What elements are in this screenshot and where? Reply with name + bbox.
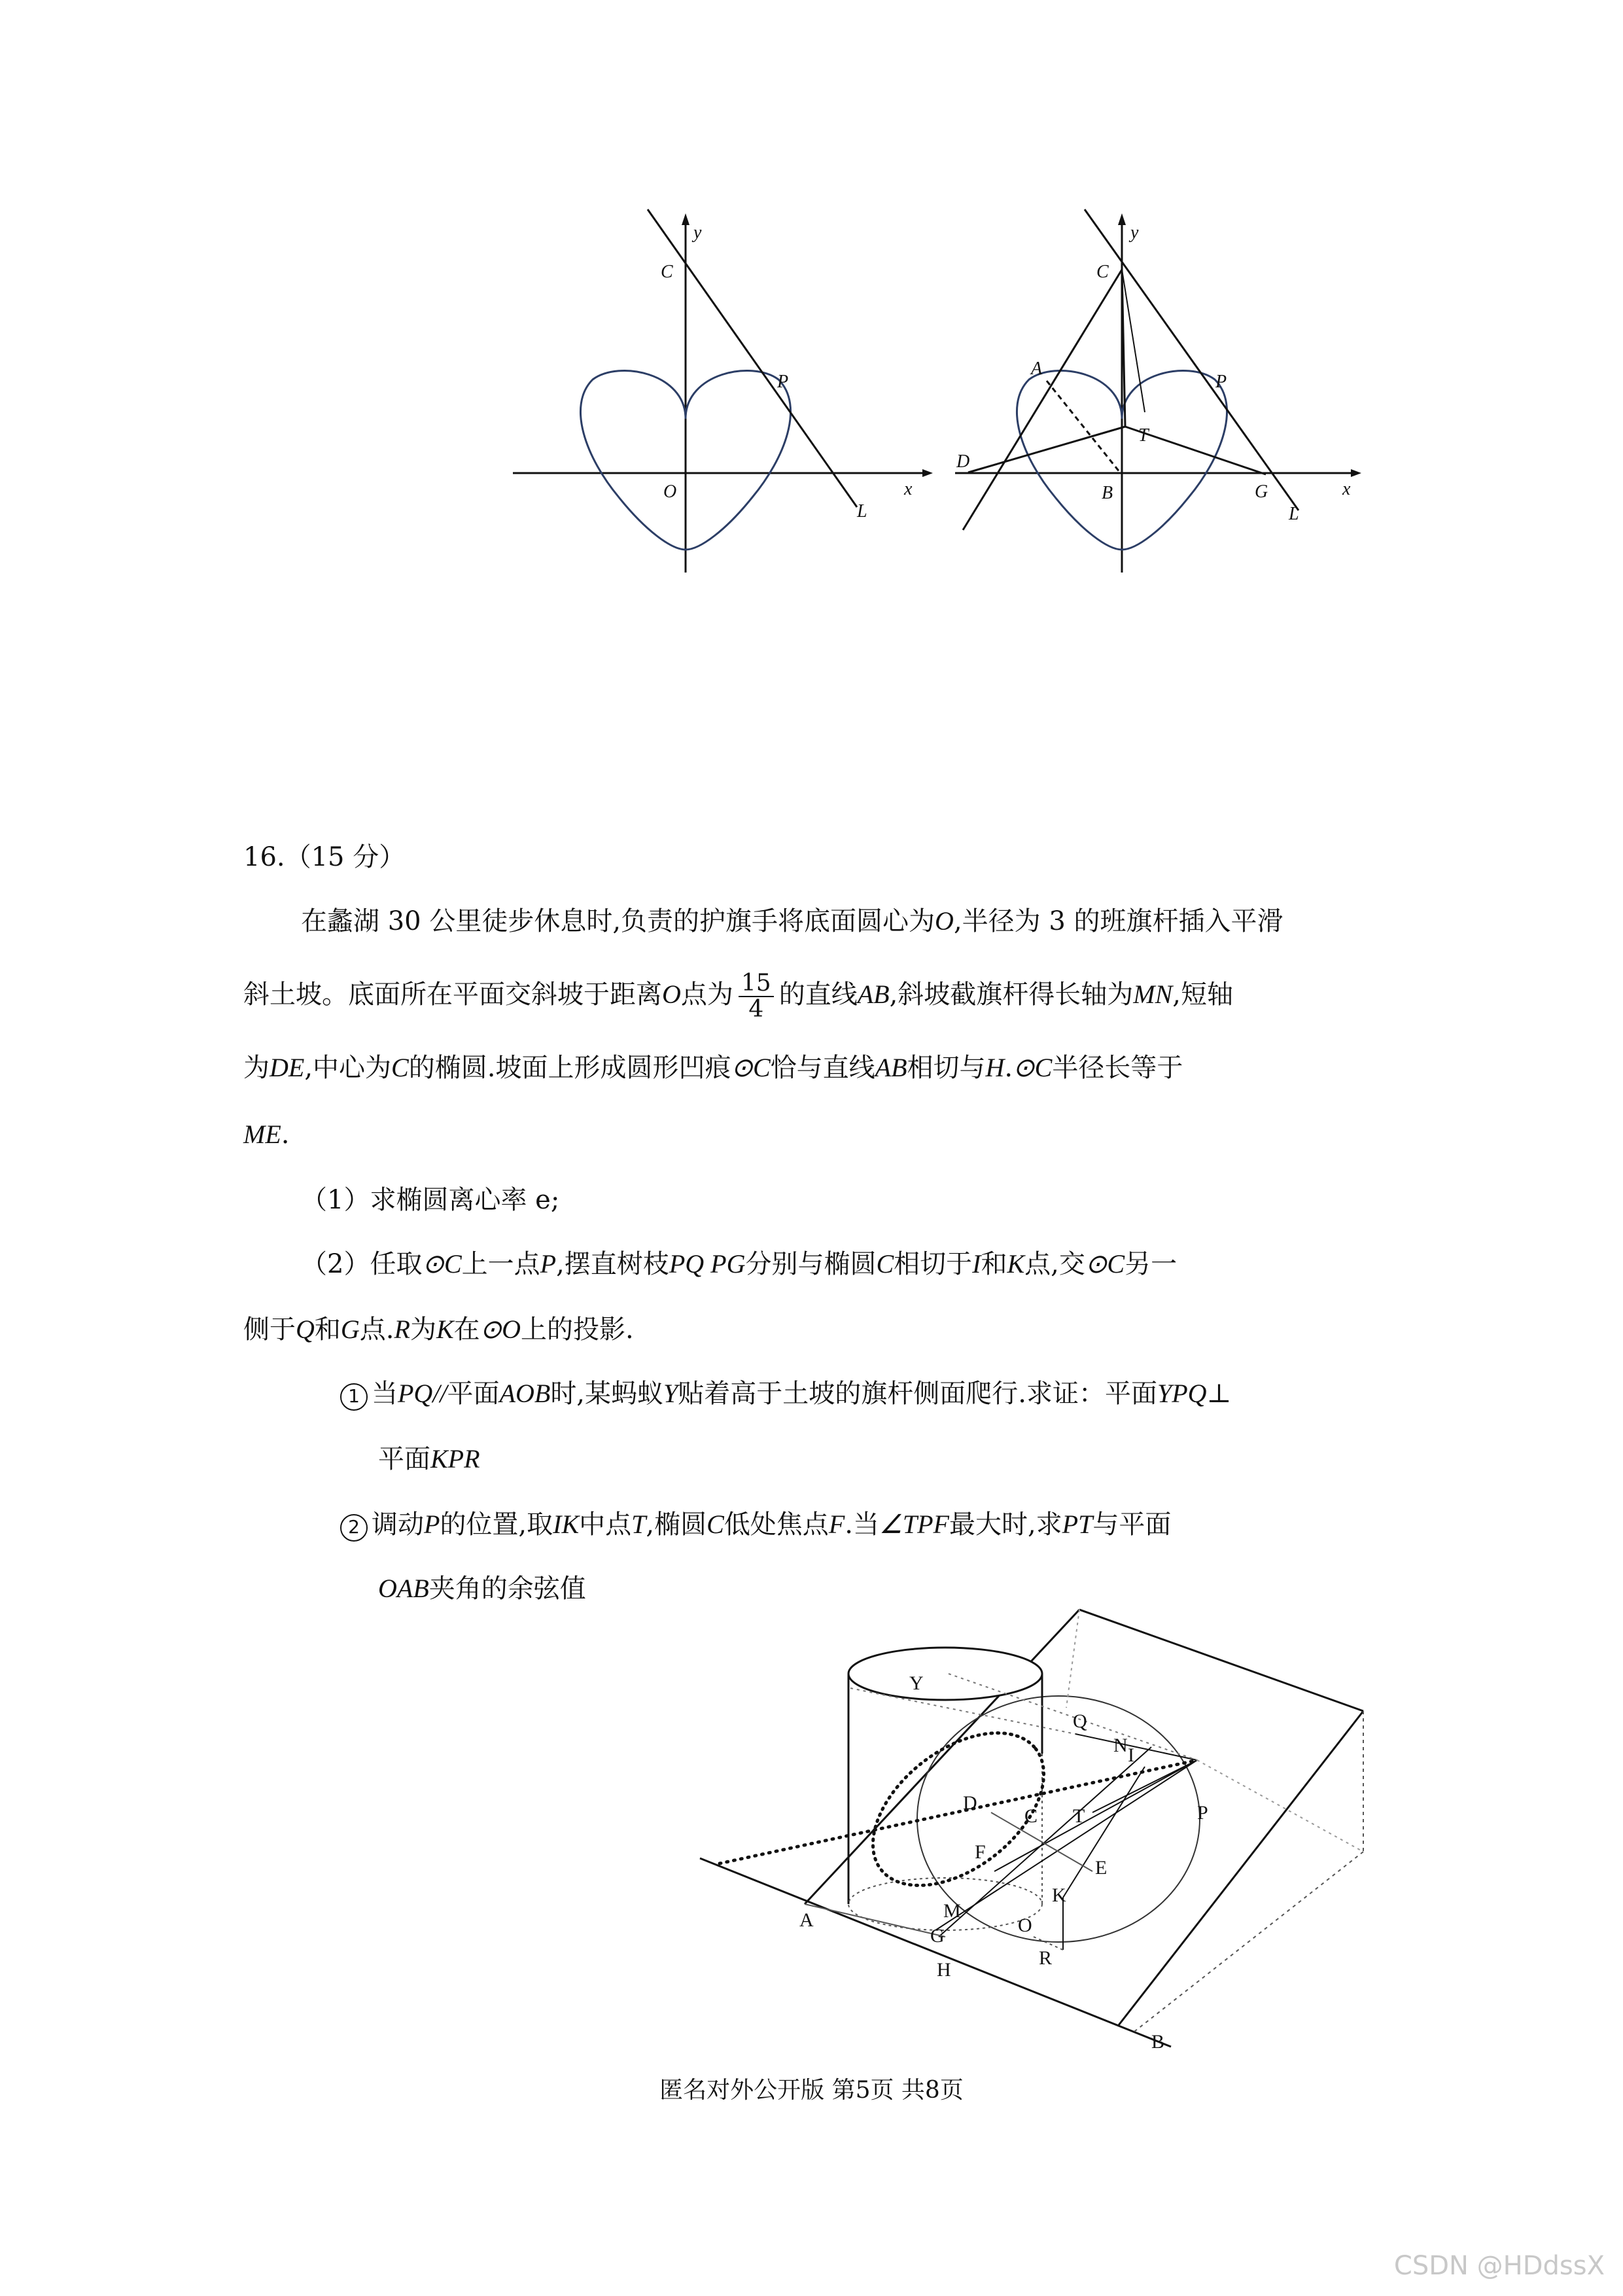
fraction-15-4	[739, 971, 774, 1022]
math-O: O	[662, 980, 681, 1009]
label-P: P	[777, 372, 789, 392]
label-L: L	[1289, 504, 1299, 524]
label-B: B	[1102, 483, 1113, 503]
text: 和	[314, 1315, 341, 1345]
line-L	[648, 209, 857, 507]
text: 点.	[359, 1315, 394, 1345]
text: 点,交	[1024, 1249, 1085, 1279]
text: 相切与	[907, 1053, 986, 1083]
label-T: T	[1073, 1805, 1085, 1827]
item-2-line-1	[340, 1506, 1171, 1543]
math-YPQ: YPQ	[1157, 1379, 1207, 1408]
math-AOB: AOB	[499, 1379, 551, 1408]
math-PQ-PG: PQ PG	[669, 1249, 746, 1279]
text: 点为	[680, 980, 733, 1010]
section-ellipse	[845, 1703, 1072, 1916]
math-C: C	[876, 1249, 894, 1279]
math-circle-C: ⊙C	[1085, 1249, 1125, 1279]
label-F: F	[975, 1841, 986, 1863]
label-y: y	[693, 222, 702, 243]
watermark-text: CSDN @HDdssX	[1393, 2251, 1605, 2281]
math-Q: Q	[296, 1315, 315, 1344]
text: 当	[372, 1379, 398, 1409]
label-O: O	[663, 482, 677, 502]
label-D: D	[956, 451, 970, 472]
label-P: P	[1197, 1802, 1208, 1824]
text: （1）求椭圆离心率 e;	[301, 1185, 560, 1215]
perpendicular-symbol: ⊥	[1206, 1379, 1232, 1409]
paragraph-line-1	[301, 903, 1283, 940]
math-T: T	[631, 1510, 646, 1539]
x-axis-arrow	[922, 469, 933, 477]
text: 斜土坡。底面所在平面交斜坡于距离	[243, 980, 662, 1010]
segment-DT	[968, 427, 1125, 472]
text: ,椭圆	[646, 1510, 707, 1540]
text: 贴着高于土坡的旗杆侧面爬行.求证：平面	[678, 1379, 1157, 1409]
x-axis-arrow	[1351, 469, 1361, 477]
text: 相切于	[894, 1249, 973, 1279]
label-D: D	[963, 1792, 977, 1814]
text: 的位置,取	[440, 1510, 553, 1540]
segment-PQ	[1075, 1734, 1197, 1760]
math-circle-C: ⊙C	[422, 1249, 462, 1279]
subquestion-2-line-1	[301, 1246, 1177, 1282]
label-I: I	[1128, 1744, 1134, 1766]
cylinder-slope-figure	[700, 1597, 1367, 2053]
line-CD	[963, 270, 1122, 530]
label-L: L	[857, 501, 867, 521]
text: ,摆直树枝	[556, 1249, 669, 1279]
label-C: C	[661, 262, 673, 282]
text: 平面	[447, 1379, 500, 1409]
page-footer	[0, 2072, 1623, 2105]
watermark	[1394, 2251, 1605, 2281]
math-H: H	[985, 1053, 1005, 1082]
math-AB: AB	[875, 1053, 907, 1082]
plane-guide-2	[1197, 1760, 1363, 1852]
slope-edge-AB	[700, 1858, 1171, 2047]
question-number: 16.（15 分）	[243, 842, 406, 872]
paragraph-line-3	[243, 1050, 1183, 1086]
text: .当	[845, 1510, 879, 1540]
math-KPR: KPR	[430, 1444, 480, 1474]
math-circle-O: ⊙O	[480, 1315, 521, 1344]
label-T: T	[1138, 425, 1149, 446]
subquestion-1	[301, 1182, 559, 1218]
math-P: P	[540, 1249, 557, 1279]
label-A: A	[799, 1909, 814, 1931]
text: 中点	[579, 1510, 632, 1540]
text: 平面	[378, 1444, 430, 1474]
math-circle-C: ⊙C	[731, 1053, 771, 1082]
label-N: N	[1113, 1735, 1128, 1756]
text: 最大时,求	[949, 1510, 1062, 1540]
y-axis-arrow	[682, 213, 689, 225]
math-IK: IK	[553, 1510, 580, 1539]
label-Q: Q	[1073, 1710, 1087, 1732]
label-G: G	[1255, 482, 1268, 502]
label-C: C	[1096, 262, 1109, 282]
circled-number-1: 1	[340, 1383, 368, 1411]
math-PT: PT	[1062, 1510, 1093, 1539]
label-M: M	[943, 1900, 961, 1922]
circled-number-2: 2	[340, 1514, 368, 1542]
segment-AB-dashed	[1047, 381, 1120, 472]
slope-back-base	[1132, 1852, 1363, 2034]
math-OAB: OAB	[378, 1574, 429, 1603]
math-angle-TPF: ∠TPF	[879, 1510, 949, 1539]
text: 夹角的余弦值	[428, 1574, 586, 1604]
text: 的椭圆.坡面上形成圆形凹痕	[408, 1053, 731, 1083]
label-P: P	[1215, 372, 1227, 392]
math-P: P	[424, 1510, 440, 1539]
heart-figure-left	[504, 209, 935, 576]
text: 为	[243, 1053, 270, 1083]
paragraph-line-4	[243, 1116, 289, 1153]
text: 与平面	[1092, 1510, 1172, 1540]
math-K: K	[1007, 1249, 1025, 1279]
text: .	[281, 1120, 290, 1150]
text: 低处焦点	[724, 1510, 829, 1540]
text: 分别与椭圆	[745, 1249, 877, 1279]
text: 侧于	[243, 1315, 296, 1345]
text: ,中心为	[304, 1053, 392, 1083]
segment-AH	[805, 1904, 945, 1937]
plane-guide-1	[1066, 1610, 1079, 1708]
math-AB: AB	[857, 980, 890, 1009]
math-G: G	[340, 1315, 360, 1344]
fraction-denominator: 4	[748, 996, 764, 1023]
math-MN: MN	[1133, 980, 1173, 1009]
item-2-line-2	[378, 1570, 586, 1607]
math-circle-C: ⊙C	[1013, 1053, 1053, 1082]
dotted-line-to-P	[720, 1760, 1197, 1863]
label-H: H	[937, 1959, 951, 1981]
fraction-numerator: 15	[739, 971, 774, 997]
text: ,斜坡截旗杆得长轴为	[889, 980, 1134, 1010]
math-O: O	[935, 906, 954, 936]
math-Y: Y	[663, 1379, 678, 1408]
math-C: C	[391, 1053, 409, 1082]
text: 和	[981, 1249, 1007, 1279]
item-1-line-1	[340, 1375, 1231, 1412]
math-I: I	[972, 1249, 981, 1279]
text: 半径长等于	[1052, 1053, 1183, 1083]
text: 为	[410, 1315, 436, 1345]
text: 时,某蚂蚁	[550, 1379, 664, 1409]
text: .	[1004, 1053, 1013, 1083]
label-x: x	[1342, 479, 1351, 499]
label-B: B	[1151, 2031, 1165, 2053]
subquestion-2-line-2	[243, 1311, 634, 1348]
text: 在蠡湖 30 公里徒步休息时,负责的护旗手将底面圆心为	[301, 906, 935, 936]
slope-edge-top	[1079, 1610, 1363, 1711]
question-header	[243, 839, 405, 875]
label-G: G	[930, 1925, 945, 1947]
text: 上一点	[461, 1249, 540, 1279]
paragraph-line-2	[243, 971, 1233, 1022]
text: 的直线	[778, 980, 858, 1010]
text: 上的投影.	[521, 1315, 634, 1345]
heart-figure-right	[942, 209, 1374, 576]
label-A: A	[1031, 359, 1043, 379]
slope-edge-right	[1119, 1711, 1363, 2025]
label-x: x	[904, 479, 913, 499]
math-C: C	[707, 1510, 724, 1539]
label-K: K	[1052, 1884, 1066, 1906]
y-axis-arrow	[1118, 213, 1126, 225]
label-y: y	[1130, 222, 1139, 243]
text: 在	[453, 1315, 480, 1345]
math-R: R	[394, 1315, 410, 1344]
item-1-line-2	[378, 1441, 480, 1477]
math-DE: DE	[270, 1053, 305, 1082]
label-Y: Y	[909, 1672, 924, 1694]
math-PQ-parallel: PQ//	[398, 1379, 447, 1408]
cylinder-top	[848, 1648, 1042, 1700]
line-L	[1085, 209, 1299, 510]
text: （2）任取	[301, 1249, 423, 1279]
math-ME: ME	[243, 1120, 281, 1149]
segment-MN	[939, 1747, 1151, 1937]
label-C: C	[1024, 1805, 1038, 1827]
text: ,半径为 3 的班旗杆插入平滑	[953, 906, 1283, 936]
label-O: O	[1018, 1915, 1032, 1936]
footer-text: 匿名对外公开版 第5页 共8页	[659, 2077, 964, 2104]
text: ,短轴	[1172, 980, 1234, 1010]
math-K: K	[436, 1315, 454, 1344]
text: 另一	[1125, 1249, 1178, 1279]
label-E: E	[1095, 1857, 1108, 1879]
math-F: F	[828, 1510, 845, 1539]
text: 恰与直线	[770, 1053, 875, 1083]
text: 调动	[372, 1510, 424, 1540]
label-R: R	[1039, 1947, 1053, 1969]
